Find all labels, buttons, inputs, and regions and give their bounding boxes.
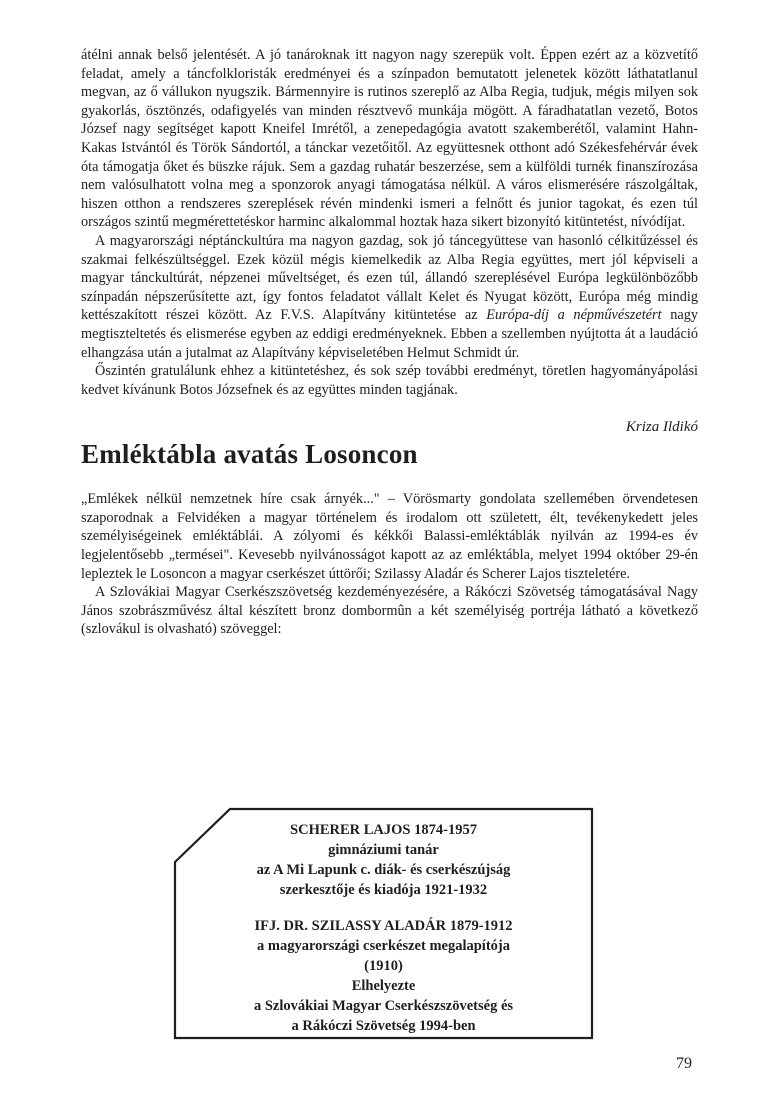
- author-signature: Kriza Ildikó: [625, 419, 698, 436]
- plaque-line: Elhelyezte: [351, 978, 416, 994]
- body-paragraph-1: átélni annak belső jelentését. A jó tanároknak itt nagyon nagy szerepük volt. Éppen ezért az a közvetítő feladat, amely a táncfolkloristák eredményei és a színpadon bemutatott jelenetek között láthatatlanul megvan, az ő vállukon nyugszik. Bármennyire is rutinos szereplő az Alba Regia, tudjuk, mégis milyen sok gyakorlás, ösztönzés, odafigyelés van minden résztvevő munkája mögött. A fáradhatatlan vezető, Botos József nagy segítséget kapott Kneifel Imrétől, a zenepedagógia avatott szakemberétől, valamint Hahn-Kakas Istvántól és Török Sándortól, a tánckar vezetőitől. Az együttesnek otthont adó Székesfehérvár évek óta támogatja őket és büszke rájuk. Sem a gazdag ruhatár beszerzése, sem a külföldi turnék finanszírozása nem valósulhatott volna meg a sponzorok anyagi támogatása nélkül. A város elismerésére rászolgáltak, hiszen otthon a rendszeres szereplések révén mindenki ismeri a felnőtt és junior tagokat, és ezen túl országos szintű megmérettetéskor harminc alkalommal hoztak haza sikert bizonyító kitüntetést, nívódíjat.: [81, 47, 698, 231]
- page-body: [81, 46, 698, 639]
- paragraph-2-tail: nagy megtisztelteté​s és elismerése egyben az eddigi eredményeknek. Ebben a szellemben nyújtotta át a laudáció elhangzása után a jutalmat az Alapítvány képviseletében Helmut Schmidt úr.: [81, 307, 698, 361]
- plaque-line: SCHERER LAJOS 1874-1957: [290, 822, 477, 838]
- plaque-line: a Rákóczi Szövetség 1994-ben: [291, 1018, 476, 1034]
- article-heading: Emléktábla avatás Losoncon: [81, 439, 418, 470]
- plaque-line: (1910): [364, 958, 403, 974]
- plaque-line: IFJ. DR. SZILASSY ALADÁR 1879-1912: [254, 918, 513, 934]
- body-paragraph-3: Őszintén gratulálunk ehhez a kitüntetéshez, és sok szép további eredményt, töretlen hagyományápolási kedvet kívánunk Botos Józsefnek és az együttes minden tagjának.: [81, 363, 698, 398]
- plaque-line: szerkesztője és kiadója 1921-1932: [279, 882, 488, 898]
- memorial-plaque: [172, 806, 595, 1041]
- plaque-line: a Szlovákiai Magyar Cserkészszövetség és: [253, 998, 514, 1014]
- page-number: 79: [676, 1055, 692, 1072]
- paragraph-2-text: A magyarországi néptánckultúra ma nagyon gazdag, sok jó táncegyüttese van hasonló célkitűzéssel és szakmai felkészültséggel. Ezek közül mégis kiemelkedik az Alba Regia együttes, mert jól képviseli a magyar tánckultúrát, népzenei műveltséget, és ezen túl, állandó szereplésével Európa legkülönbözőbb színpadán népszerűsítette azt, így fontos feladatot vállalt Kelet és Nyugat között, Európa még mindig kettészakított részei között. Az F.V.S. Alapítvány kitüntetése az: [81, 232, 698, 324]
- article-paragraph-2: A Szlovákiai Magyar Cserkészszövetség kezdeményezésére, a Rákóczi Szövetség támogatásával Nagy János szobrászművész által készített bronz dombormûn a két személyiség portréja látható a következő (szlovákul is olvasható) szöveggel:: [81, 584, 698, 638]
- plaque-inscription: [172, 820, 595, 1036]
- article-paragraph-1: „Emlékek nélkül nemzetnek híre csak árnyék..." – Vörösmarty gondolata szellemében örvendetesen szaporodnak a Felvidéken a magyar történelem és irodalom ott született, élt, tevékenykedett jeles személyiségeinek emléktáblái. A zólyomi és kékkői Balassi-emléktáblák nyilván az 1994-es év legjelentősebb „termései". Kevesebb nyilvánosságot kapott az az emléktábla, melyet 1994 október 29-én lepleztek le Losoncon a magyar cserkészet úttörői; Szilassy Aladár és Scherer Lajos tiszteletére.: [81, 491, 698, 582]
- plaque-line: gimnáziumi tanár: [328, 842, 439, 858]
- plaque-line: a magyarországi cserkészet megalapítója: [256, 938, 510, 954]
- award-name: Európa-díj a népművészetért: [486, 307, 662, 324]
- plaque-line: az A Mi Lapunk c. diák- és cserkészújság: [256, 862, 511, 878]
- body-paragraph-2: [81, 232, 698, 362]
- plaque-gap: [172, 900, 595, 916]
